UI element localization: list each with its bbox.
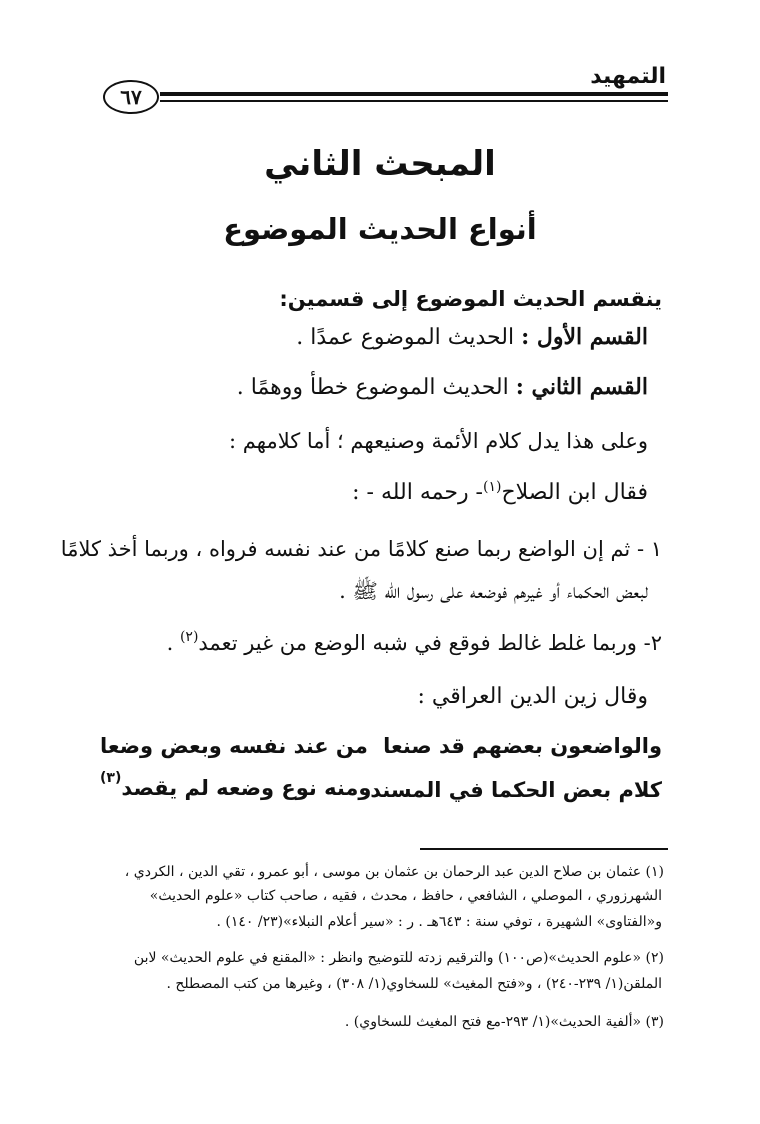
footnote-ref-3: (٣): [100, 770, 122, 786]
point-one-line-2: لبعض الحكماء أو غيرهم فوضعه على رسول الله ﷺ .: [339, 579, 648, 603]
intro-line: ينقسم الحديث الموضوع إلى قسمين:: [279, 287, 662, 311]
point-two-text: ٢- وربما غلط غالط فوقع في شبه الوضع من غير تعمد: [198, 631, 662, 655]
point-two-line: [167, 628, 662, 658]
part-one-label: القسم الأول :: [521, 324, 648, 350]
part-two-text: الحديث الموضوع خطأ ووهمًا .: [236, 375, 516, 400]
footnote-2-line-1: (٢) «علوم الحديث»(ص١٠٠) والترقيم زدته للتوضيح وانظر : «المقنع في علوم الحديث» لابن: [133, 950, 664, 966]
verse-2-second-hemistich: [100, 770, 372, 800]
footnote-1-line-3: و«الفتاوى» الشهيرة ، توفي سنة : ٦٤٣هـ . ر : «سير أعلام النبلاء»(٢٣/ ١٤٠) .: [216, 914, 662, 930]
footnote-3: (٣) «ألفية الحديث»(١/ ٢٩٣-مع فتح المغيث للسخاوي) .: [344, 1014, 664, 1030]
verse-2-first-hemistich: كلام بعض الحكما في المسند: [370, 778, 662, 802]
footnote-separator: [420, 848, 668, 850]
section-heading: المبحث الثاني: [264, 144, 496, 184]
verse-1-second-hemistich: من عند نفسه وبعض وضعا: [100, 734, 368, 758]
page-number-badge: [103, 80, 159, 114]
footnote-2-line-2: الملقن(١/ ٢٣٩-٢٤٠) ، و«فتح المغيث» للسخاوي(١/ ٣٠٨) ، وغيرها من كتب المصطلح .: [166, 976, 662, 992]
header-rule-thin: [160, 100, 668, 102]
footnote-ref-1: (١): [483, 479, 502, 495]
point-two-tail: .: [166, 631, 180, 655]
part-two-line: [237, 372, 648, 403]
verse-1-first-hemistich: والواضعون بعضهم قد صنعا: [383, 734, 662, 758]
running-title: التمهيد: [590, 64, 666, 89]
ibn-salah-text: فقال ابن الصلاح: [501, 480, 648, 505]
footnote-ref-2: (٢): [179, 629, 199, 645]
page-number: ٦٧: [120, 85, 142, 109]
part-one-line: [296, 322, 648, 353]
footnote-1-line-1: (١) عثمان بن صلاح الدين عبد الرحمان بن عثمان بن موسى ، أبو عمرو ، تقي الدين ، الكردي ،: [124, 864, 664, 880]
ibn-salah-tail: - رحمه الله - :: [352, 480, 483, 505]
iraqi-line: وقال زين الدين العراقي :: [417, 684, 648, 709]
header-rule-thick: [160, 92, 668, 96]
verse-2-second-text: ومنه نوع وضعه لم يقصد: [121, 776, 372, 800]
part-one-text: الحديث الموضوع عمدًا .: [296, 325, 522, 350]
footnote-1-line-2: الشهرزوري ، الموصلي ، الشافعي ، حافظ ، محدث ، فقيه ، صاحب كتاب «علوم الحديث»: [149, 888, 662, 904]
section-subheading: أنواع الحديث الموضوع: [223, 212, 537, 246]
point-one-line-1: ١ - ثم إن الواضع ربما صنع كلامًا من عند نفسه فرواه ، وربما أخذ كلامًا: [60, 537, 662, 561]
ibn-salah-line: [352, 478, 648, 508]
part-two-label: القسم الثاني :: [515, 374, 648, 400]
imams-line: وعلى هذا يدل كلام الأئمة وصنيعهم ؛ أما كلامهم :: [229, 429, 648, 453]
